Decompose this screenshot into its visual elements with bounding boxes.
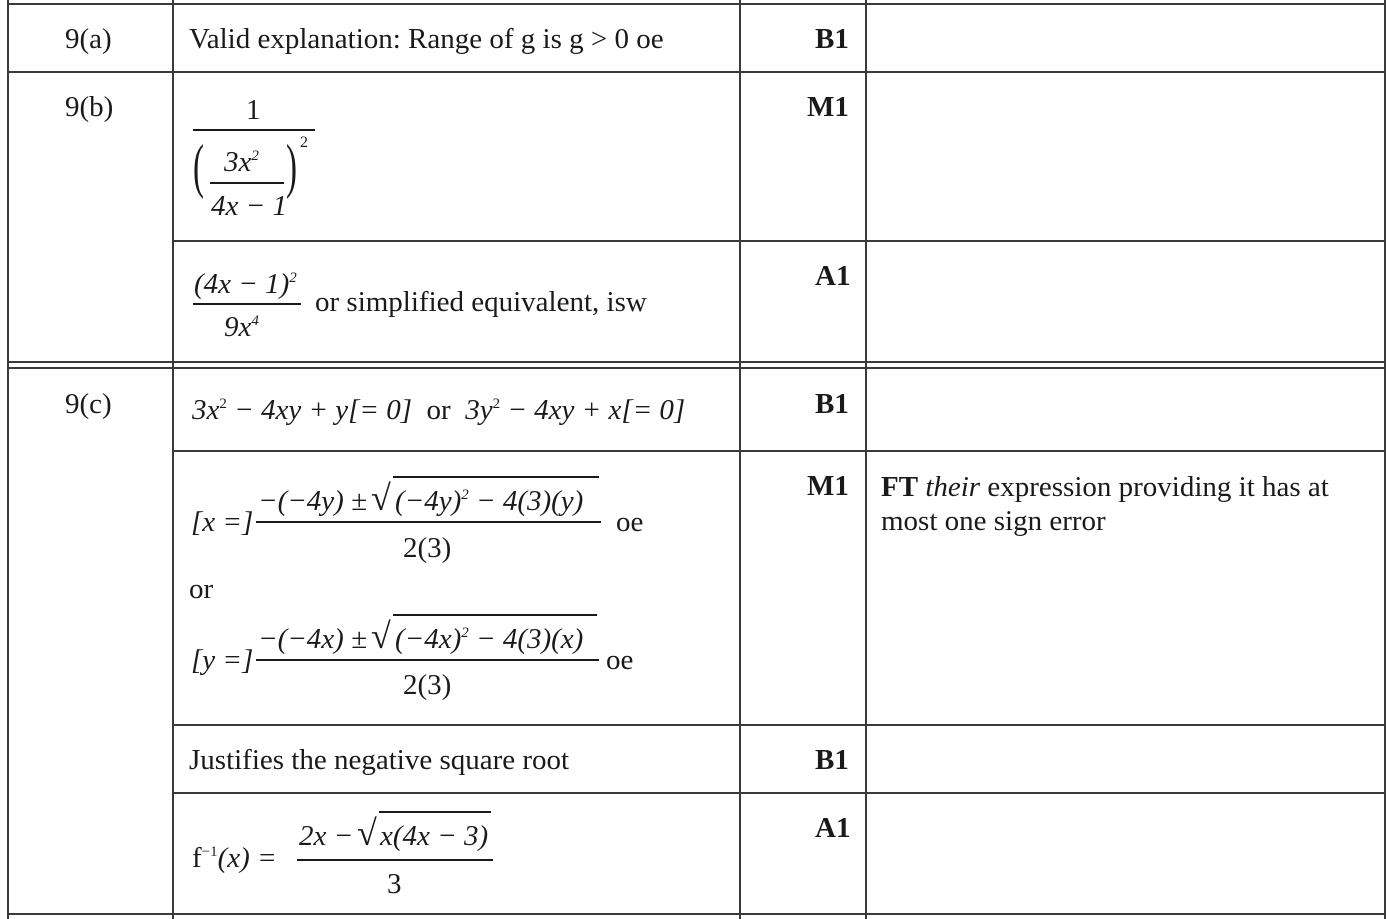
fraction-bar bbox=[193, 129, 315, 131]
inverse-numerator-a: 2x − bbox=[299, 820, 354, 852]
simplified-fraction-bar bbox=[193, 303, 301, 305]
rule-c1-bottom bbox=[173, 450, 1386, 452]
radicand-x: $(-4y)^2 - 4(3)(y)$ bbox=[395, 485, 584, 517]
sqrt-bar-y bbox=[393, 614, 597, 616]
mark-9b-1: M1 bbox=[807, 91, 849, 123]
inverse-function-lhs: $f^{-1}(x)$ = bbox=[192, 842, 277, 874]
inverse-denominator: 3 bbox=[387, 868, 402, 900]
sqrt-bar-inverse bbox=[379, 811, 491, 813]
right-paren: ) bbox=[286, 133, 297, 199]
sqrt-sign-x: √ bbox=[371, 478, 391, 518]
radicand-y: $(-4x)^2 - 4(3)(x)$ bbox=[395, 623, 584, 655]
rule-c3-bottom bbox=[173, 792, 1386, 794]
rule-a-bottom bbox=[8, 71, 1386, 73]
lhs-x: [x =] bbox=[191, 506, 254, 538]
inner-fraction-bar bbox=[210, 182, 284, 184]
guidance-line-2: most one sign error bbox=[881, 505, 1106, 537]
fraction-bar-x bbox=[256, 521, 601, 523]
rule-col3 bbox=[865, 0, 867, 919]
answer-9a: Valid explanation: Range of g is g > 0 oe bbox=[189, 23, 664, 55]
quadratic-expressions: $3x^2 - 4xy + y[= 0]$ or $3y^2 - 4xy + x[= 0]$ bbox=[192, 394, 686, 426]
simplified-denominator: $9x^4$ bbox=[224, 311, 259, 343]
lhs-y: [y =] bbox=[191, 644, 254, 676]
rule-left bbox=[7, 0, 9, 919]
simplified-text: or simplified equivalent, isw bbox=[315, 286, 647, 318]
mark-9c-1: B1 bbox=[815, 388, 849, 420]
oe-x: oe bbox=[616, 506, 644, 538]
sqrt-sign-y: √ bbox=[371, 616, 391, 656]
rule-right bbox=[1384, 0, 1386, 919]
inverse-fraction-bar bbox=[297, 859, 493, 861]
inner-numerator: $3x^2$ bbox=[224, 146, 259, 178]
mark-9b-2: A1 bbox=[815, 260, 851, 292]
left-paren: ( bbox=[193, 133, 204, 199]
question-number-9a: 9(a) bbox=[65, 23, 112, 55]
mark-9a: B1 bbox=[815, 23, 849, 55]
oe-y: oe bbox=[606, 644, 634, 676]
rule-col2 bbox=[739, 0, 741, 919]
fraction-numerator: 1 bbox=[246, 94, 261, 126]
rule-c2-bottom bbox=[173, 724, 1386, 726]
justification-text: Justifies the negative square root bbox=[189, 744, 570, 776]
rule-b-mid bbox=[173, 240, 1386, 242]
simplified-numerator: $(4x - 1)^2$ bbox=[194, 268, 297, 300]
inverse-radicand: x(4x − 3) bbox=[380, 820, 489, 852]
guidance-line-1: FT their expression providing it has at bbox=[881, 471, 1329, 503]
fraction-bar-y bbox=[256, 659, 599, 661]
question-number-9c: 9(c) bbox=[65, 388, 112, 420]
rule-c-top bbox=[8, 367, 1386, 369]
mark-9c-4: A1 bbox=[815, 812, 851, 844]
mark-9c-3: B1 bbox=[815, 744, 849, 776]
denominator-y: 2(3) bbox=[403, 669, 452, 701]
sqrt-bar-x bbox=[393, 476, 599, 478]
rule-bottom bbox=[8, 913, 1386, 915]
outer-power: 2 bbox=[300, 134, 308, 151]
numerator-y-a: −(−4x) ± bbox=[258, 623, 367, 655]
numerator-x-a: −(−4y) ± bbox=[258, 485, 367, 517]
rule-top bbox=[8, 3, 1386, 5]
question-number-9b: 9(b) bbox=[65, 91, 114, 123]
denominator-x: 2(3) bbox=[403, 532, 452, 564]
or-label: or bbox=[189, 573, 214, 605]
inner-denominator: 4x − 1 bbox=[211, 190, 287, 222]
rule-col1 bbox=[172, 0, 174, 919]
mark-9c-2: M1 bbox=[807, 470, 849, 502]
rule-b-bottom bbox=[8, 361, 1386, 363]
sqrt-sign-inverse: √ bbox=[357, 813, 377, 853]
